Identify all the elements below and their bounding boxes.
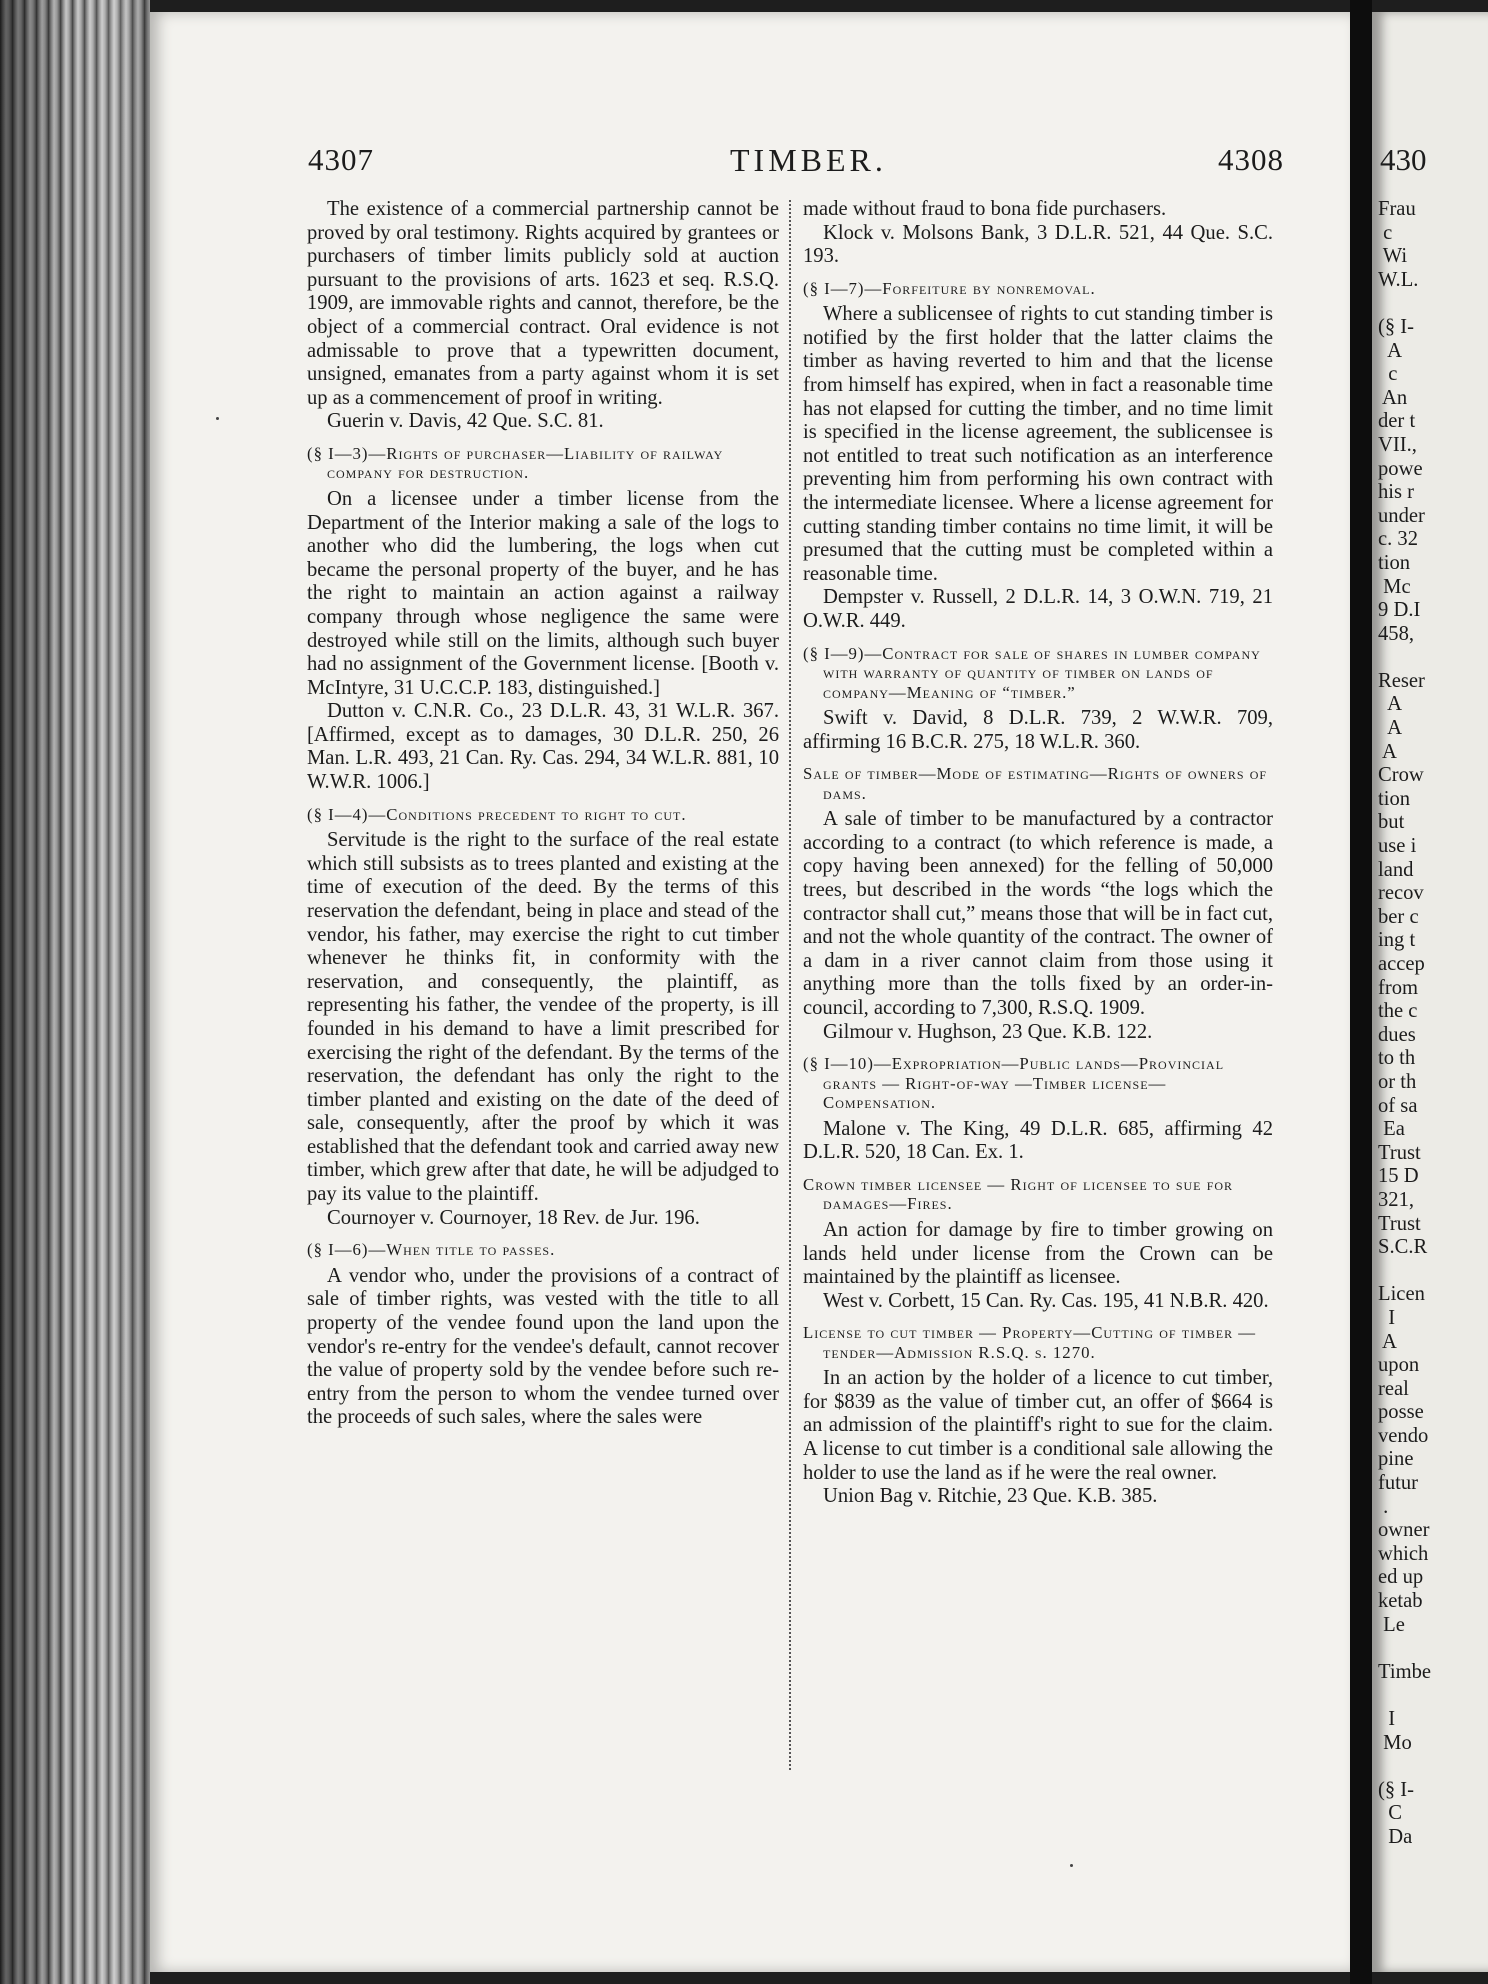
paragraph: In an action by the holder of a licence to cut timber, for $839 as the value of timber cut, an offer of $664 is an admission of the plaintiff's right to sue for the claim. A license to cut timber is a conditional sale allowing the holder to use the land as if he were the real owner. — [803, 1367, 1273, 1484]
page-number-left: 4307 — [308, 142, 374, 177]
section-heading: (§ I—10)—Expropriation—Public lands—Provincial grants — Right-of-way —Timber license—Compensation. — [803, 1054, 1225, 1113]
paragraph: Where a sublicensee of rights to cut standing timber is notified by the first holder that the latter claims the timber as having reverted to him and that the license from himself has expired, when in fact a reasonable time has not elapsed for cutting the timber, and no time limit is specified in the license agreement, the sublicensee is not entitled to treat such notification as an interference preventing him from performing his own contract with the intermediate licensee. Where a license agreement for cutting standing timber contains no time limit, it will be presumed that the cutting must be completed within a reasonable time. — [803, 303, 1273, 585]
section-heading: Sale of timber—Mode of estimating—Rights of owners of dams. — [803, 764, 1268, 803]
book-edge — [0, 0, 150, 1984]
running-title: TIMBER. — [730, 142, 887, 178]
section-heading: (§ I—7)—Forfeiture by nonremoval. — [803, 278, 1096, 298]
column-divider — [789, 200, 791, 1770]
case-citation: Klock v. Molsons Bank, 3 D.L.R. 521, 44 Que. S.C. 193. — [803, 221, 1273, 268]
paragraph: An action for damage by fire to timber growing on lands held under license from the Crown can be maintained by the plaintiff as licensee. — [803, 1218, 1273, 1289]
book-gutter — [1350, 0, 1372, 1984]
print-speck — [1070, 1864, 1073, 1867]
section-heading: (§ I—3)—Rights of purchaser—Liability of railway company for destruction. — [307, 443, 724, 483]
case-citation: Cournoyer v. Cournoyer, 18 Rev. de Jur. 196. — [327, 1206, 700, 1229]
case-citation: Guerin v. Davis, 42 Que. S.C. 81. — [327, 410, 604, 433]
case-citation: Swift v. David, 8 D.L.R. 739, 2 W.W.R. 709, affirming 16 B.C.R. 275, 18 W.L.R. 360. — [803, 707, 1273, 753]
case-citation: West v. Corbett, 15 Can. Ry. Cas. 195, 41 N.B.R. 420. — [823, 1289, 1269, 1312]
section-heading: (§ I—6)—When title to passes. — [307, 1240, 556, 1260]
adjacent-page — [1372, 12, 1488, 1972]
paragraph: Servitude is the right to the surface of the real estate which still subsists as to trees planted and existing at the time of execution of the deed. By the terms of this reservation the defendant, being in place and stead of the vendor, his father, may exercise the right to cut timber whenever he thinks fit, in conformity with the reservation, and consequently, the plaintiff, as representing his father, the vendee of the property, is ill founded in his demand to have a limit prescribed for exercising the right of the defendant. By the terms of the reservation, the defendant has only the right to the timber planted and existing on the date of the deed of sale, consequently, after the proof by which it was established that the defendant took and carried away new timber, which grew after that date, he will be adjudged to pay its value to the plaintiff. — [307, 829, 779, 1206]
section-heading: License to cut timber — Property—Cutting of timber — tender—Admission R.S.Q. s. 1270. — [803, 1323, 1257, 1362]
section-heading: (§ I—9)—Contract for sale of shares in lumber company with warranty of quantity of timber on lands of company—Meaning of “timber.” — [803, 643, 1261, 702]
left-column — [307, 198, 779, 1430]
paragraph: A vendor who, under the provisions of a contract of sale of timber rights, was vested with the title to all property of the vendee found upon the land upon the vendor's re-entry for the vendee's default, cannot recover the value of property sold by the vendee before such re-entry from the person to whom the vendee turned over the proceeds of such sales, where the sales were — [307, 1264, 779, 1429]
case-citation: Dutton v. C.N.R. Co., 23 D.L.R. 43, 31 W.L.R. 367. [Affirmed, except as to damages, 30 D.L.R. 250, 26 Man. L.R. 493, 21 Can. Ry. Cas. 294, 34 W.L.R. 881, 10 W.W.R. 1006.] — [307, 700, 779, 794]
paragraph: The existence of a commercial partnership cannot be proved by oral testimony. Rights acquired by grantees or purchasers of timber limits publicly sold at auction pursuant to the provisions of arts. 1623 et seq. R.S.Q. 1909, are immovable rights and cannot, therefore, be the object of a commercial contract. Oral evidence is not admissable to prove that a typewritten document, unsigned, emanates from a party against whom it is set up as a commencement of proof in writing. — [307, 198, 779, 409]
paragraph: A sale of timber to be manufactured by a contractor according to a contract (to which reference is made, a copy having been annexed) for the felling of 50,000 trees, but described in the words “the logs which the contractor shall cut,” means those that will be in fact cut, and not the whole quantity of the contract. The owner of a dam in a river cannot claim from those using it anything more than the tolls fixed by an order-in-council, according to 7,300, R.S.Q. 1909. — [803, 808, 1273, 1020]
case-citation: Malone v. The King, 49 D.L.R. 685, affirming 42 D.L.R. 520, 18 Can. Ex. 1. — [803, 1117, 1273, 1164]
adjacent-page-number: 430 — [1380, 142, 1427, 177]
case-citation: Union Bag v. Ritchie, 23 Que. K.B. 385. — [823, 1485, 1158, 1508]
paragraph-continued: made without fraud to bona fide purchasers. — [803, 198, 1167, 220]
print-speck — [216, 417, 219, 420]
right-column — [803, 198, 1273, 1509]
page-number-right: 4308 — [1218, 142, 1284, 177]
paragraph: On a licensee under a timber license from the Department of the Interior making a sale of the logs to another who did the lumbering, the logs when cut became the personal property of the buyer, and he has the right to maintain an action against a railway company through whose negligence the same were destroyed while still on the limits, although such buyer had no assignment of the Government license. [Booth v. McIntyre, 31 U.C.C.P. 183, distinguished.] — [307, 487, 779, 699]
adjacent-page-text: Frau c Wi W.L. (§ I- A c An der t VII., powe his r under c. 32 tion Mc 9 D.I 458, Reser A A A Crow tion but use i land recov ber c ing t accep from the c dues to th or th of sa Ea Trust 15 D 321, Trust S.C.R Licen I A upon real posse vendo pine futur . owner which ed up ketab Le Timbe I Mo (§ I- C Da — [1378, 198, 1432, 1848]
case-citation: Dempster v. Russell, 2 D.L.R. 14, 3 O.W.N. 719, 21 O.W.R. 449. — [803, 586, 1273, 632]
section-heading: Crown timber licensee — Right of licensee to sue for damages—Fires. — [803, 1174, 1234, 1214]
book-page — [150, 12, 1350, 1972]
case-citation: Gilmour v. Hughson, 23 Que. K.B. 122. — [823, 1020, 1153, 1043]
section-heading: (§ I—4)—Conditions precedent to right to cut. — [307, 804, 687, 824]
